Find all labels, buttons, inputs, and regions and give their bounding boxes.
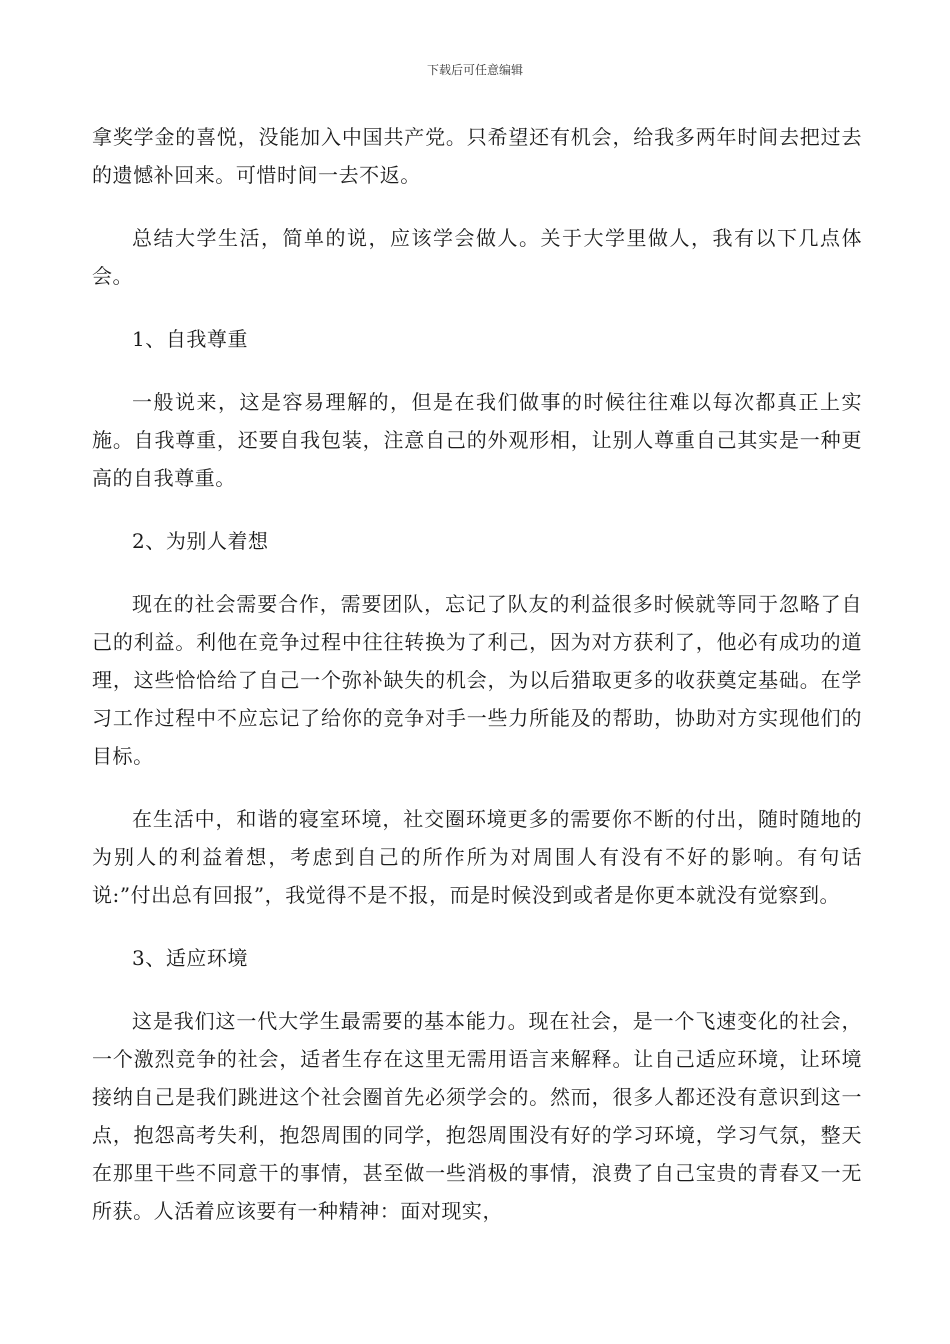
paragraph-cooperation: 现在的社会需要合作，需要团队，忘记了队友的利益很多时候就等同于忽略了自己的利益。利他在竞争过程中往往转换为了利己，因为对方获利了，他必有成功的道理，这些恰恰给了自己一个弥补缺失的机会，为以后猎取更多的收获奠定基础。在学习工作过程中不应忘记了给你的竞争对手一些力所能及的帮助，协助对方实现他们的目标。 — [92, 592, 862, 768]
paragraph-self-respect: 一般说来，这是容易理解的，但是在我们做事的时候往往难以每次都真正上实施。自我尊重，还要自我包装，注意自己的外观形相，让别人尊重自己其实是一种更高的自我尊重。 — [92, 390, 862, 490]
paragraph-daily-life: 在生活中，和谐的寝室环境，社交圈环境更多的需要你不断的付出，随时随地的为别人的利益着想，考虑到自己的所作所为对周围人有没有不好的影响。有句话说:”付出总有回报”，我觉得不是不报，而是时候没到或者是你更本就没有觉察到。 — [92, 807, 862, 907]
paragraph-continuation: 拿奖学金的喜悦，没能加入中国共产党。只希望还有机会，给我多两年时间去把过去的遗憾补回来。可惜时间一去不返。 — [92, 125, 862, 187]
section-heading-adapt-environment: 3、适应环境 — [132, 946, 249, 970]
document-body — [92, 118, 862, 1255]
paragraph-summary: 总结大学生活，简单的说，应该学会做人。关于大学里做人，我有以下几点体会。 — [92, 226, 862, 288]
section-heading-consider-others: 2、为别人着想 — [132, 529, 269, 553]
page-header: 下载后可任意编辑 — [426, 63, 523, 77]
section-heading-self-respect: 1、自我尊重 — [132, 327, 249, 351]
paragraph-adapt-environment: 这是我们这一代大学生最需要的基本能力。现在社会，是一个飞速变化的社会，一个激烈竞争的社会，适者生存在这里无需用语言来解释。让自己适应环境，让环境接纳自己是我们跳进这个社会圈首先必须学会的。然而，很多人都还没有意识到这一点，抱怨高考失利，抱怨周围的同学，抱怨周围没有好的学习环境，学习气氛，整天在那里干些不同意干的事情，甚至做一些消极的事情，浪费了自己宝贵的青春又一无所获。人活着应该要有一种精神：面对现实， — [92, 1009, 862, 1223]
